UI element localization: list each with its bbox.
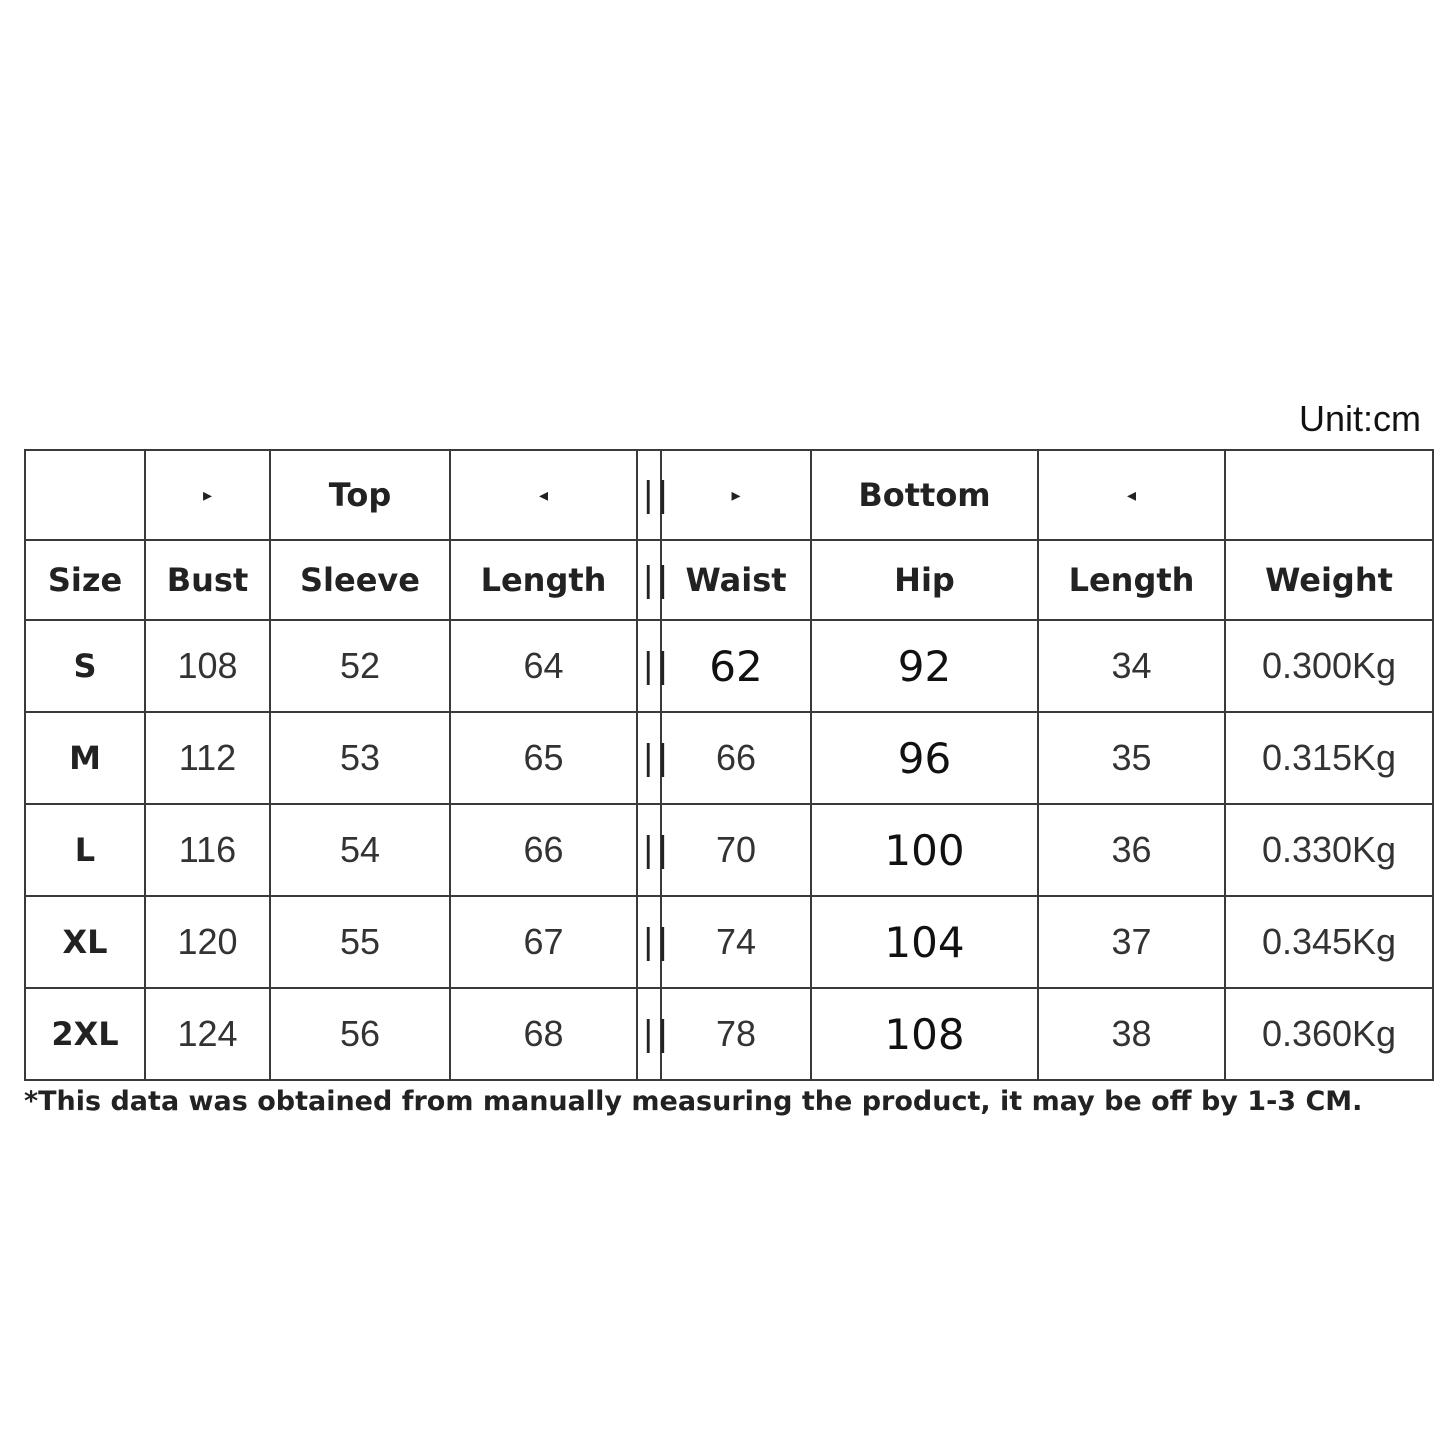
- column-header-row: [25, 540, 1433, 620]
- hip-cell: 100: [811, 804, 1038, 896]
- waist-cell: 66: [661, 712, 811, 804]
- empty-cell: [1225, 450, 1433, 540]
- table-row: [25, 988, 1433, 1080]
- column-header-top-length: Length: [450, 540, 637, 620]
- row-divider: ||: [637, 620, 661, 712]
- row-divider: ||: [637, 804, 661, 896]
- column-divider: ||: [637, 540, 661, 620]
- size-cell: XL: [25, 896, 145, 988]
- size-cell: 2XL: [25, 988, 145, 1080]
- bottom-length-cell: 36: [1038, 804, 1225, 896]
- weight-cell: 0.360Kg: [1225, 988, 1433, 1080]
- weight-cell: 0.330Kg: [1225, 804, 1433, 896]
- top-length-cell: 67: [450, 896, 637, 988]
- top-length-cell: 64: [450, 620, 637, 712]
- column-header-weight: Weight: [1225, 540, 1433, 620]
- top-length-cell: 68: [450, 988, 637, 1080]
- column-header-bottom-length: Length: [1038, 540, 1225, 620]
- group-divider: ||: [637, 450, 661, 540]
- table-row: [25, 896, 1433, 988]
- size-cell: S: [25, 620, 145, 712]
- column-header-waist: Waist: [661, 540, 811, 620]
- waist-cell: 78: [661, 988, 811, 1080]
- bust-cell: 120: [145, 896, 270, 988]
- sleeve-cell: 54: [270, 804, 450, 896]
- bottom-start-arrow-icon: ▸: [661, 450, 811, 540]
- waist-cell: 74: [661, 896, 811, 988]
- hip-cell: 108: [811, 988, 1038, 1080]
- top-length-cell: 65: [450, 712, 637, 804]
- weight-cell: 0.315Kg: [1225, 712, 1433, 804]
- column-header-bust: Bust: [145, 540, 270, 620]
- row-divider: ||: [637, 896, 661, 988]
- bust-cell: 116: [145, 804, 270, 896]
- bust-cell: 112: [145, 712, 270, 804]
- top-start-arrow-icon: ▸: [145, 450, 270, 540]
- size-cell: M: [25, 712, 145, 804]
- bottom-group-label: Bottom: [811, 450, 1038, 540]
- waist-cell: 62: [661, 620, 811, 712]
- bottom-length-cell: 34: [1038, 620, 1225, 712]
- size-chart-table: [24, 449, 1434, 1081]
- measurement-footnote: *This data was obtained from manually measuring the product, it may be off by 1-3 CM.: [24, 1086, 1363, 1117]
- weight-cell: 0.300Kg: [1225, 620, 1433, 712]
- sleeve-cell: 56: [270, 988, 450, 1080]
- column-header-sleeve: Sleeve: [270, 540, 450, 620]
- column-header-hip: Hip: [811, 540, 1038, 620]
- bottom-end-arrow-icon: ◂: [1038, 450, 1225, 540]
- bottom-length-cell: 37: [1038, 896, 1225, 988]
- empty-cell: [25, 450, 145, 540]
- group-header-row: [25, 450, 1433, 540]
- table-row: [25, 620, 1433, 712]
- bust-cell: 124: [145, 988, 270, 1080]
- unit-label: Unit:cm: [1298, 398, 1421, 439]
- column-header-size: Size: [25, 540, 145, 620]
- waist-cell: 70: [661, 804, 811, 896]
- sleeve-cell: 53: [270, 712, 450, 804]
- table-row: [25, 804, 1433, 896]
- hip-cell: 96: [811, 712, 1038, 804]
- bust-cell: 108: [145, 620, 270, 712]
- top-end-arrow-icon: ◂: [450, 450, 637, 540]
- table-row: [25, 712, 1433, 804]
- weight-cell: 0.345Kg: [1225, 896, 1433, 988]
- sleeve-cell: 55: [270, 896, 450, 988]
- hip-cell: 104: [811, 896, 1038, 988]
- bottom-length-cell: 38: [1038, 988, 1225, 1080]
- size-cell: L: [25, 804, 145, 896]
- top-group-label: Top: [270, 450, 450, 540]
- hip-cell: 92: [811, 620, 1038, 712]
- top-length-cell: 66: [450, 804, 637, 896]
- row-divider: ||: [637, 712, 661, 804]
- row-divider: ||: [637, 988, 661, 1080]
- sleeve-cell: 52: [270, 620, 450, 712]
- bottom-length-cell: 35: [1038, 712, 1225, 804]
